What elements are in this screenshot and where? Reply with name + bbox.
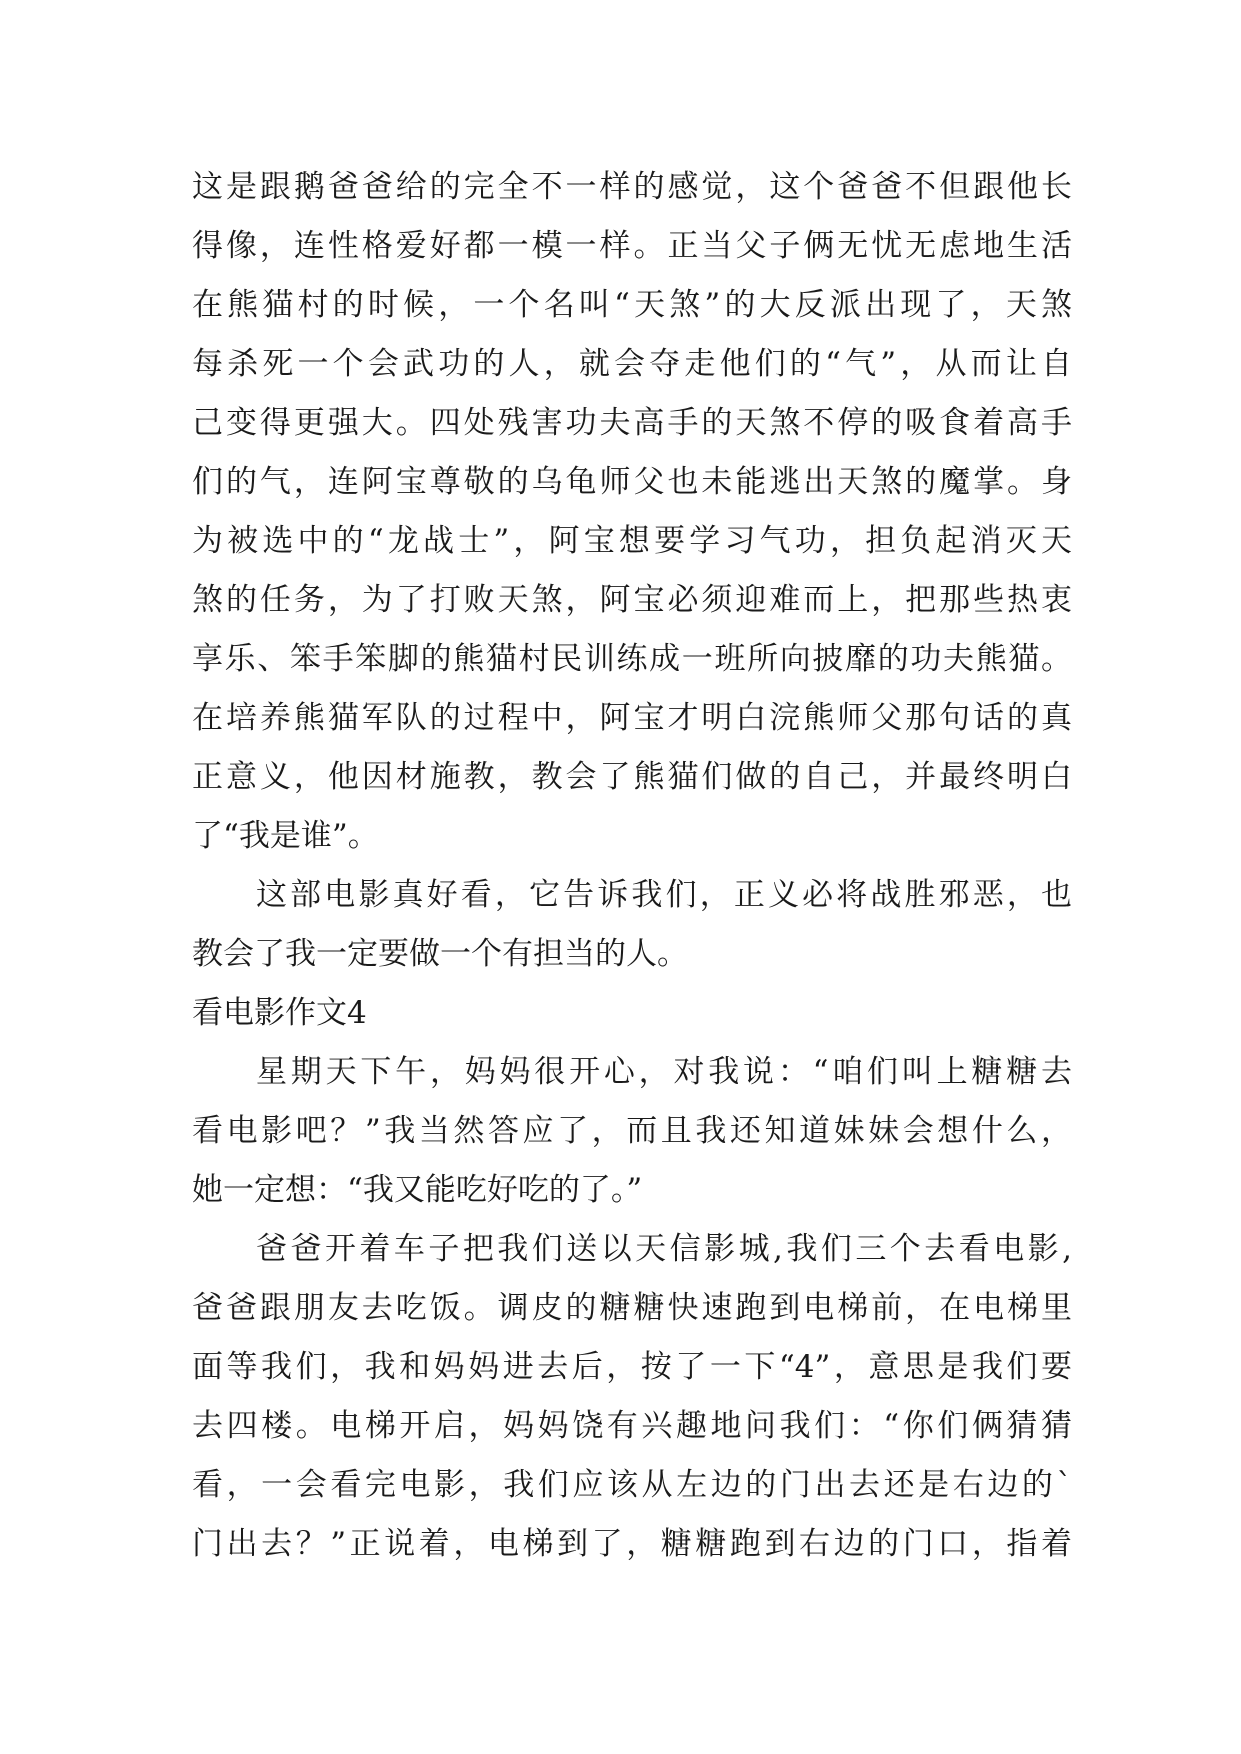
text-line: 每杀死一个会武功的人，就会夺走他们的“气”，从而让自	[192, 346, 1072, 382]
text-line: 门出去？”正说着，电梯到了，糖糖跑到右边的门口，指着	[192, 1526, 1072, 1562]
text-line: 得像，连性格爱好都一模一样。正当父子俩无忧无虑地生活	[192, 228, 1072, 264]
text-line: 去四楼。电梯开启，妈妈饶有兴趣地问我们：“你们俩猜猜	[192, 1408, 1072, 1444]
text-line: 们的气，连阿宝尊敬的乌龟师父也未能逃出天煞的魔掌。身	[192, 464, 1072, 500]
text-line: 看，一会看完电影，我们应该从左边的门出去还是右边的`	[192, 1467, 1072, 1503]
text-line: 教会了我一定要做一个有担当的人。	[192, 936, 688, 972]
text-line: 在熊猫村的时候，一个名叫“天煞”的大反派出现了，天煞	[192, 287, 1072, 323]
text-line: 面等我们，我和妈妈进去后，按了一下“4”，意思是我们要	[192, 1349, 1072, 1385]
text-line: 享乐、笨手笨脚的熊猫村民训练成一班所向披靡的功夫熊猫。	[192, 641, 1072, 677]
text-line: 看电影吧？”我当然答应了，而且我还知道妹妹会想什么，	[192, 1113, 1072, 1149]
section-heading: 看电影作文4	[192, 995, 367, 1031]
text-line: 这是跟鹅爸爸给的完全不一样的感觉，这个爸爸不但跟他长	[192, 169, 1072, 205]
text-line: 己变得更强大。四处残害功夫高手的天煞不停的吸食着高手	[192, 405, 1072, 441]
essay-body	[192, 158, 1072, 1574]
text-line: 了“我是谁”。	[192, 818, 379, 854]
text-line: 正意义，他因材施教，教会了熊猫们做的自己，并最终明白	[192, 759, 1072, 795]
text-line: 爸爸开着车子把我们送以天信影城,我们三个去看电影,	[256, 1231, 1072, 1267]
text-line: 在培养熊猫军队的过程中，阿宝才明白浣熊师父那句话的真	[192, 700, 1072, 736]
text-line: 星期天下午，妈妈很开心，对我说：“咱们叫上糖糖去	[256, 1054, 1072, 1090]
text-line: 这部电影真好看，它告诉我们，正义必将战胜邪恶，也	[256, 877, 1072, 913]
text-line: 爸爸跟朋友去吃饭。调皮的糖糖快速跑到电梯前，在电梯里	[192, 1290, 1072, 1326]
text-line: 她一定想：“我又能吃好吃的了。”	[192, 1172, 643, 1208]
text-line: 为被选中的“龙战士”，阿宝想要学习气功，担负起消灭天	[192, 523, 1072, 559]
text-line: 煞的任务，为了打败天煞，阿宝必须迎难而上，把那些热衷	[192, 582, 1072, 618]
